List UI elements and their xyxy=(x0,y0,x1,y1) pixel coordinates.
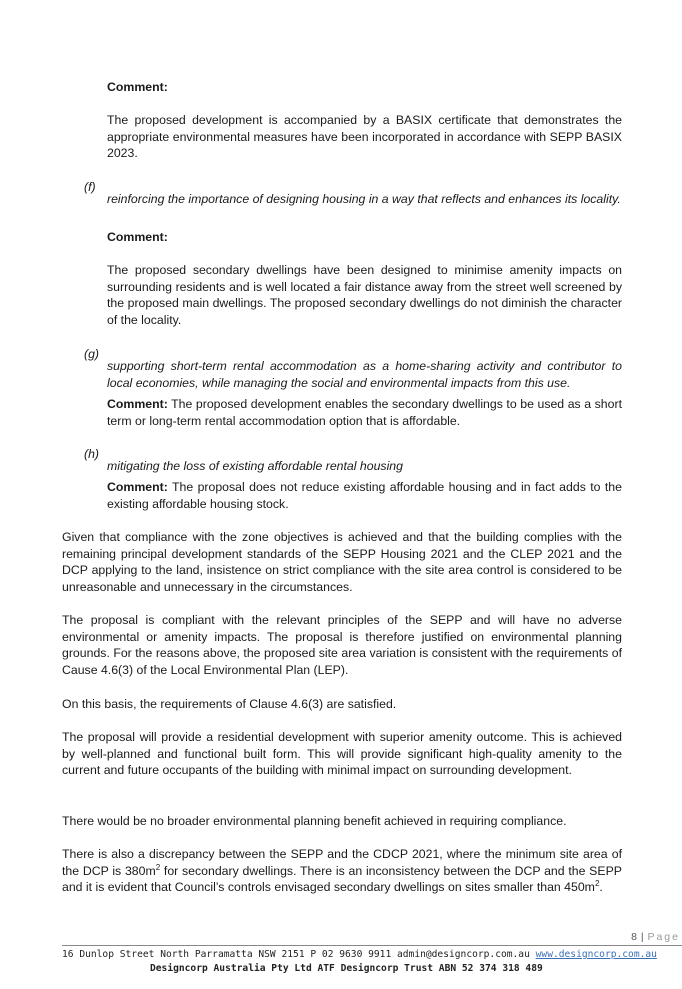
criterion-h-text: mitigating the loss of existing affordable rental housing xyxy=(107,459,403,474)
benefit-paragraph: There would be no broader environmental planning benefit achieved in requiring compliance. xyxy=(62,814,567,828)
criterion-f-text: reinforcing the importance of designing housing in a way that reflects and enhances its locality. xyxy=(107,192,621,207)
criterion-label-f: (f) xyxy=(84,180,96,194)
footer-divider xyxy=(62,945,682,946)
criterion-f-comment: The proposed secondary dwellings have been designed to minimise amenity impacts on surrounding residents and is well located a fair distance away from the street well screened by the proposed main dwellings. The proposed secondary dwellings do not diminish the character of the locality. xyxy=(107,263,622,327)
website-link[interactable]: www.designcorp.com.au xyxy=(535,949,657,960)
criterion-h-comment: Comment: The proposal does not reduce existing affordable housing and in fact adds to the existing affordable housing stock. xyxy=(107,480,622,511)
criterion-label-g: (g) xyxy=(84,347,100,361)
basix-comment: The proposed development is accompanied by a BASIX certificate that demonstrates the appropriate environmental measures have been incorporated in accordance with SEPP BASIX 2023. xyxy=(107,113,622,161)
discrepancy-paragraph: There is also a discrepancy between the SEPP and the CDCP 2021, where the minimum site area of the DCP is $380m^2$ for secondary dwellings. There is an inconsistency between the DCP and the SEPP and it is evident that Council’s controls envisaged secondary dwellings on sites smaller than $450m^2$. xyxy=(62,847,622,895)
comment-heading: Comment: xyxy=(107,230,168,244)
comment-heading: Comment: xyxy=(107,80,168,94)
criterion-label-h: (h) xyxy=(84,447,100,461)
footer-contact-line: 16 Dunlop Street North Parramatta NSW 2151 P 02 9630 9911 admin@designcorp.com.au www.designcorp.com.au xyxy=(62,949,657,960)
principles-paragraph: The proposal is compliant with the relevant principles of the SEPP and will have no adverse environmental or amenity impacts. The proposal is therefore justified on environmental planning grounds. For the reasons above, the proposed site area variation is consistent with the requirements of Cause 4.6(3) of the Local Environmental Plan (LEP). xyxy=(62,613,622,677)
criterion-g-comment: Comment: The proposed development enables the secondary dwellings to be used as a short term or long-term rental accommodation option that is affordable. xyxy=(107,397,622,428)
amenity-paragraph: The proposal will provide a residential development with superior amenity outcome. This is achieved by well-planned and functional built form. This will provide significant high-quality amenity to the current and future occupants of the building with minimal impact on surrounding development. xyxy=(62,730,622,778)
footer-company-line: Designcorp Australia Pty Ltd ATF Designcorp Trust ABN 52 374 318 489 xyxy=(150,963,543,974)
compliance-paragraph: Given that compliance with the zone objectives is achieved and that the building complies with the remaining principal development standards of the SEPP Housing 2021 and the CLEP 2021 and the DCP applying to the land, insistence on strict compliance with the site area control is considered to be unreasonable and unnecessary in the circumstances. xyxy=(62,530,622,594)
criterion-g-text: supporting short-term rental accommodation as a home-sharing activity and contributor to local economies, while managing the social and environmental impacts from this use. xyxy=(107,359,622,390)
basis-paragraph: On this basis, the requirements of Clause 4.6(3) are satisfied. xyxy=(62,697,397,711)
page-number: 8 | Page xyxy=(631,931,680,943)
